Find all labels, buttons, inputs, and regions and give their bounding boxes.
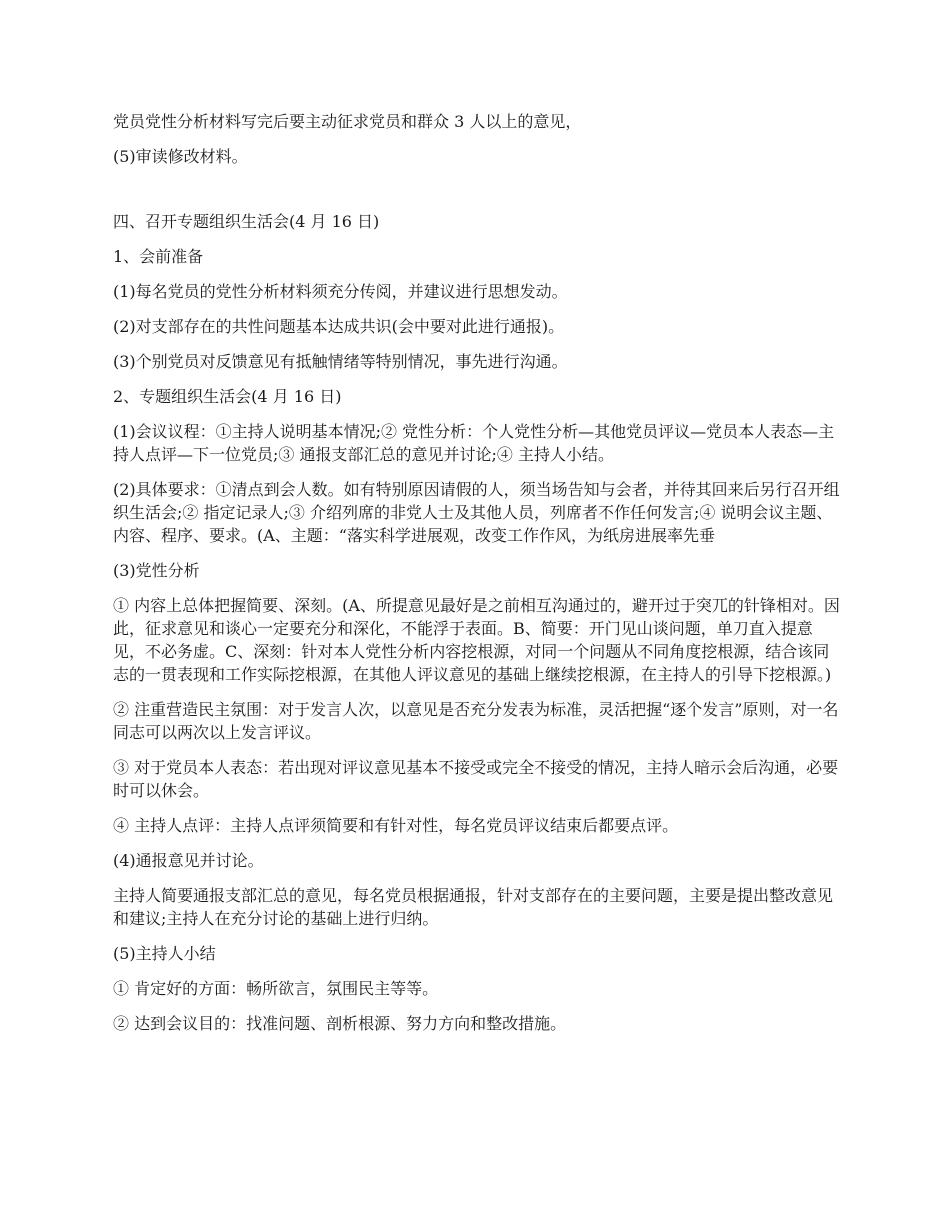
subheading-meeting: 2、专题组织生活会(4 月 16 日) xyxy=(113,387,342,406)
paragraph-report-body: 主持人简要通报支部汇总的意见，每名党员根据通报，针对支部存在的主要问题，主要是提出整改意见和建议;主持人在充分讨论的基础上进行归纳。 xyxy=(113,886,834,928)
paragraph-requirements: (2)具体要求：①清点到会人数。如有特别原因请假的人，须当场告知与会者，并待其回来后另行召开组织生活会;② 指定记录人;③ 介绍列席的非党人士及其他人员，列席者不作任何发言;④ 说明会议主题、内容、程序、要求。(A、主题：“落实科学进展观，改变工作作风，为纸房进展率先垂 xyxy=(113,480,840,545)
paragraph-analysis-4: ④ 主持人点评：主持人点评须简要和有针对性，每名党员评议结束后都要点评。 xyxy=(113,816,679,835)
paragraph-prep-3: (3)个别党员对反馈意见有抵触情绪等特别情况，事先进行沟通。 xyxy=(113,352,568,371)
paragraph-agenda: (1)会议议程：①主持人说明基本情况;② 党性分析：个人党性分析—其他党员评议—党员本人表态—主持人点评—下一位党员;③ 通报支部汇总的意见并讨论;④ 主持人小结。 xyxy=(113,422,835,464)
paragraph-summary-heading: (5)主持人小结 xyxy=(113,944,216,963)
section-heading-meeting: 四、召开专题组织生活会(4 月 16 日) xyxy=(113,212,380,231)
paragraph-prep-2: (2)对支部存在的共性问题基本达成共识(会中要对此进行通报)。 xyxy=(113,317,565,336)
paragraph-prep-1: (1)每名党员的党性分析材料须充分传阅，并建议进行思想发动。 xyxy=(113,282,568,301)
paragraph-summary-2: ② 达到会议目的：找准问题、剖析根源、努力方向和整改措施。 xyxy=(113,1014,567,1033)
paragraph-party-analysis-heading: (3)党性分析 xyxy=(113,561,200,580)
paragraph-opinion-collection: 党员党性分析材料写完后要主动征求党员和群众 3 人以上的意见， xyxy=(113,112,582,131)
subheading-preparation: 1、会前准备 xyxy=(113,247,204,266)
paragraph-review-revise: (5)审读修改材料。 xyxy=(113,147,248,166)
paragraph-analysis-3: ③ 对于党员本人表态：若出现对评议意见基本不接受或完全不接受的情况，主持人暗示会后沟通，必要时可以休会。 xyxy=(113,758,839,800)
section-spacer xyxy=(113,180,843,210)
paragraph-report-heading: (4)通报意见并讨论。 xyxy=(113,851,264,870)
paragraph-analysis-2: ② 注重营造民主氛围：对于发言人次，以意见是否充分发表为标准，灵活把握“逐个发言”原则，对一名同志可以两次以上发言评议。 xyxy=(113,700,839,742)
paragraph-analysis-1: ① 内容上总体把握简要、深刻。(A、所提意见最好是之前相互沟通过的，避开过于突兀的针锋相对。因此，征求意见和谈心一定要充分和深化，不能浮于表面。B、简要：开门见山谈问题，单刀直入提意见，不必务虚。C、深刻：针对本人党性分析内容挖根源，对同一个问题从不同角度挖根源，结合该同志的一贯表现和工作实际挖根源，在其他人评议意见的基础上继续挖根源，在主持人的引导下挖根源。) xyxy=(113,596,840,684)
paragraph-summary-1: ① 肯定好的方面：畅所欲言，氛围民主等等。 xyxy=(113,979,439,998)
document-page xyxy=(113,110,843,1047)
